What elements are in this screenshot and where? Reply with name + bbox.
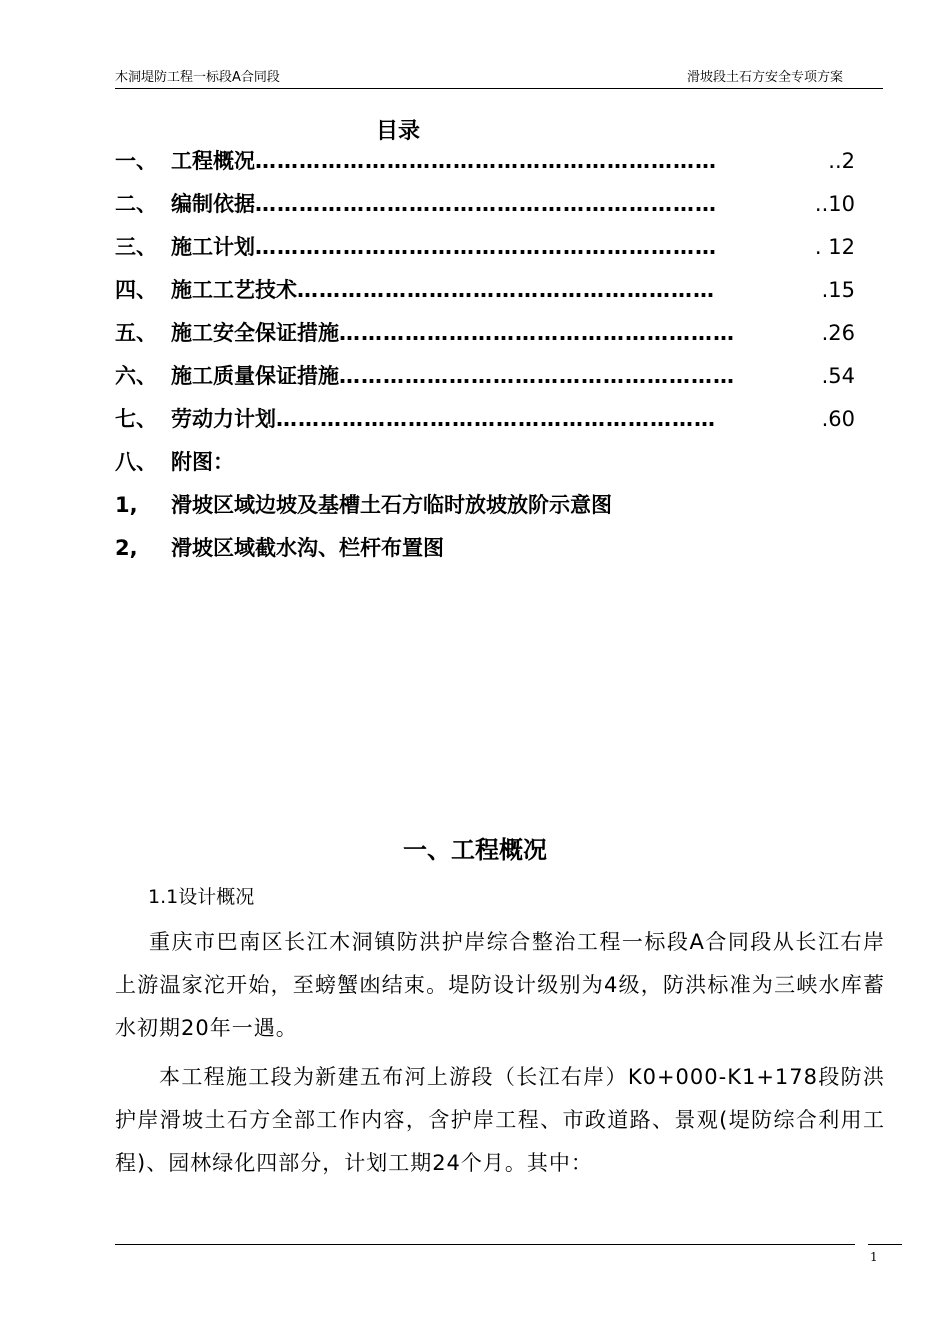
toc-item[interactable] [115,312,855,355]
toc-item-label: 施工质量保证措施 [171,364,339,388]
toc-appendix-number: 八、 [115,450,157,474]
toc-item[interactable] [115,183,855,226]
page-header [115,66,883,89]
toc-appendix-item-label: 滑坡区域边坡及基槽土石方临时放坡放阶示意图 [171,493,612,517]
toc-item-leader: ……………………………………………… [339,321,735,345]
toc-appendix-item-label: 滑坡区域截水沟、栏杆布置图 [171,536,444,560]
toc-item-page: ..10 [814,192,855,216]
toc-item-page: .26 [821,321,855,345]
toc-item[interactable] [115,355,855,398]
toc-item[interactable] [115,226,855,269]
toc-item-label: 施工安全保证措施 [171,321,339,345]
toc-item-number: 五、 [115,321,157,345]
toc-item-leader: ……………………………………………………… [255,192,717,216]
toc-item-label: 施工工艺技术 [171,278,297,302]
toc-item[interactable] [115,140,855,183]
toc-item-number: 一、 [115,149,157,173]
toc-item-number: 四、 [115,278,157,302]
toc-item-leader: …………………………………………………… [276,407,716,431]
toc-item-number: 二、 [115,192,157,216]
section-heading: 一、工程概况 [403,836,547,864]
toc-item-page: ..2 [828,149,855,173]
toc-item-leader: ……………………………………………… [339,364,735,388]
toc-item-label: 劳动力计划 [171,407,276,431]
toc-item-page: .15 [821,278,855,302]
table-of-contents [115,140,855,570]
toc-item-label: 工程概况 [171,149,255,173]
toc-item[interactable] [115,269,855,312]
toc-item-number: 六、 [115,364,157,388]
toc-item-leader: ………………………………………………… [297,278,715,302]
body-paragraph: 本工程施工段为新建五布河上游段（长江右岸）K0+000-K1+178段防洪护岸滑坡土石方全部工作内容，含护岸工程、市政道路、景观(堤防综合利用工程)、园林绿化四部分，计划工期24个月。其中： [115,1065,885,1175]
toc-item-label: 施工计划 [171,235,255,259]
toc-appendix-item-number: 1, [115,493,138,517]
body-paragraph: 重庆市巴南区长江木洞镇防洪护岸综合整治工程一标段A合同段从长江右岸上游温家沱开始，至螃蟹凼结束。堤防设计级别为4级，防洪标准为三峡水库蓄水初期20年一遇。 [115,930,885,1040]
toc-item-page: .60 [821,407,855,431]
toc-appendix-item[interactable] [115,527,855,570]
page-number: 1 [870,1250,878,1264]
toc-item-leader: ……………………………………………………… [255,149,717,173]
footer-divider-short [868,1244,902,1245]
toc-item-number: 三、 [115,235,157,259]
toc-appendix-heading [115,441,855,484]
toc-item-page: .54 [821,364,855,388]
toc-title: 目录 [376,119,421,144]
header-right-title: 滑坡段土石方安全专项方案 [686,70,843,85]
header-left-title: 木洞堤防工程一标段A合同段 [115,70,280,85]
subsection-heading: 1.1设计概况 [148,886,255,908]
toc-item-label: 编制依据 [171,192,255,216]
toc-item[interactable] [115,398,855,441]
toc-item-page: . 12 [814,235,855,259]
toc-item-leader: ……………………………………………………… [255,235,717,259]
footer-divider [115,1244,855,1245]
toc-item-number: 七、 [115,407,157,431]
toc-appendix-label: 附图： [171,450,234,474]
toc-appendix-item[interactable] [115,484,855,527]
toc-appendix-item-number: 2, [115,536,138,560]
